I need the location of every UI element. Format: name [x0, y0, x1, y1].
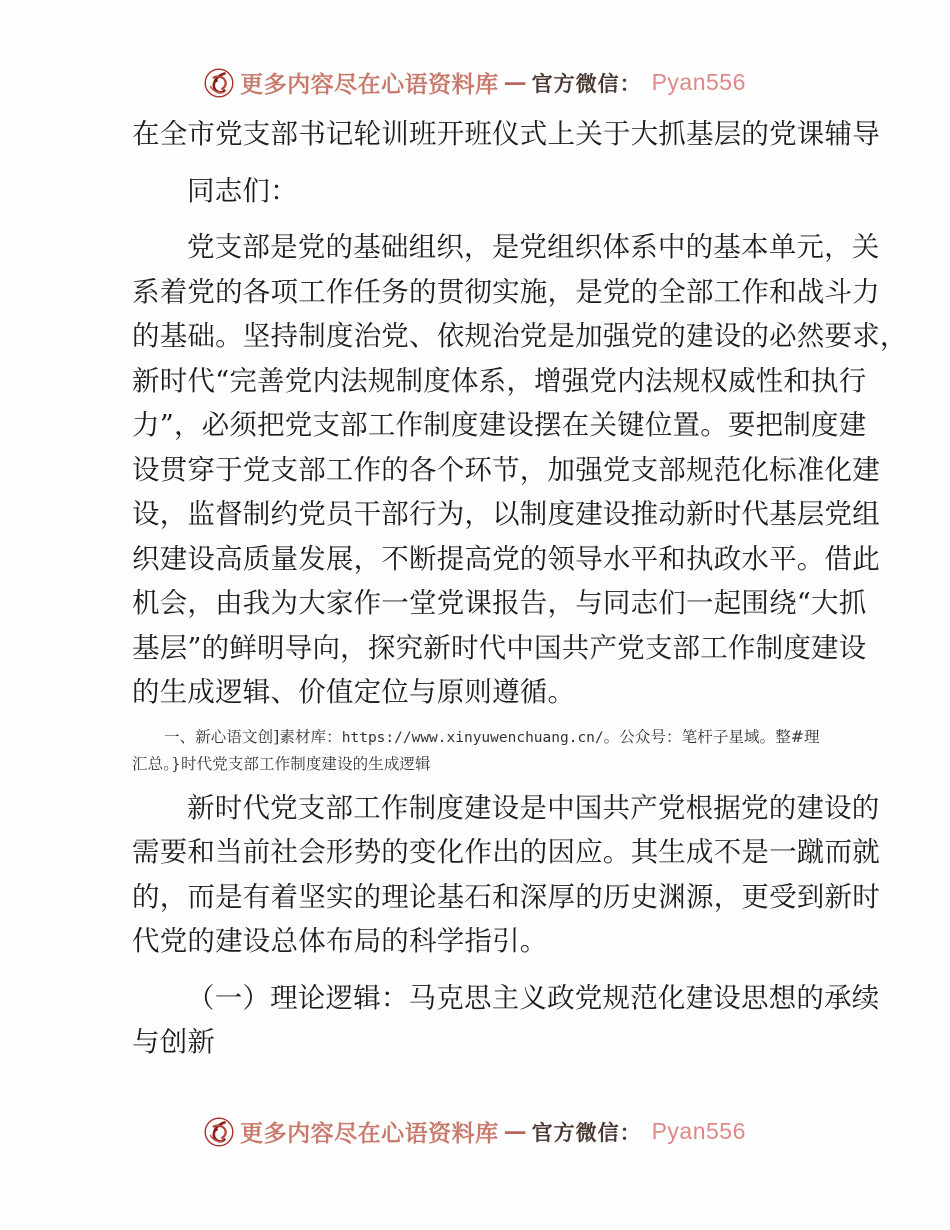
salutation-line: 同志们：: [187, 174, 298, 207]
paragraph-line: 织建设高质量发展，不断提高党的领导水平和执政水平。借此: [132, 542, 880, 575]
watermark-banner-top: [0, 66, 950, 99]
note-url: https://www.xinyuwenchuang.cn/: [341, 729, 604, 746]
paragraph-line: 的生成逻辑、价值定位与原则遵循。: [132, 676, 576, 708]
paragraph-line: 设贯穿于党支部工作的各个环节，加强党支部规范化标准化建: [132, 453, 880, 486]
paragraph-line: 党支部是党的基础组织，是党组织体系中的基本单元，关: [187, 231, 880, 263]
title-line: 在全市党支部书记轮训班开班仪式上关于大抓基层的党课辅导: [132, 118, 880, 150]
inserted-watermark-note: [132, 724, 822, 777]
watermark-account-id: Pyan556: [651, 69, 746, 95]
paragraph-line: 新时代“完善党内法规制度体系，增强党内法规权威性和执行: [132, 364, 867, 397]
document-body: [132, 112, 908, 1065]
spacer: [132, 157, 822, 169]
heading-section-1: [132, 976, 880, 1065]
note-suffix: 时代党支部工作制度建设的生成逻辑: [181, 754, 431, 773]
heading-line: 与创新: [132, 1026, 216, 1058]
heading-line: （一）理论逻辑：马克思主义政党规范化建设思想的承续: [187, 981, 880, 1014]
watermark-dash: —: [503, 69, 527, 96]
note-middle: 。公众号：笔杆子星域。整#理汇总。}: [132, 727, 820, 773]
spacer: [132, 777, 822, 786]
paragraph-line: 的基础。坚持制度治党、依规治党是加强党的建设的必然要求，: [132, 320, 908, 352]
spacer: [132, 715, 822, 724]
salutation: [132, 169, 822, 214]
circular-brush-logo-icon: [204, 1117, 234, 1147]
paragraph-line: 设，监督制约党员干部行为，以制度建设推动新时代基层党组: [132, 498, 880, 530]
paragraph-line: 需要和当前社会形势的变化作出的因应。其生成不是一蹴而就: [132, 836, 880, 868]
watermark-cn-text: 更多内容尽在心语资料库: [240, 1120, 499, 1147]
paragraph-line: 基层”的鲜明导向，探究新时代中国共产党支部工作制度建设: [132, 631, 867, 664]
watermark-dash: —: [503, 1118, 527, 1145]
paragraph-line: 代党的建设总体布局的科学指引。: [132, 925, 548, 957]
paragraph-2: [132, 786, 880, 964]
watermark-cn-text: 更多内容尽在心语资料库: [240, 71, 499, 98]
watermark-banner-bottom: [0, 1115, 950, 1148]
spacer: [132, 964, 822, 976]
document-title: [132, 112, 880, 157]
note-prefix: 一、新心语文创]素材库：: [164, 727, 342, 746]
watermark-wechat-label: 官方微信：: [531, 70, 642, 96]
watermark-wechat-label: 官方微信：: [531, 1119, 642, 1145]
paragraph-line: 的，而是有着坚实的理论基石和深厚的历史渊源，更受到新时: [132, 880, 880, 913]
watermark-account-id: Pyan556: [651, 1118, 746, 1144]
paragraph-line: 新时代党支部工作制度建设是中国共产党根据党的建设的: [187, 791, 880, 824]
paragraph-1: [132, 225, 908, 715]
circular-brush-logo-icon: [204, 68, 234, 98]
spacer: [132, 213, 822, 225]
paragraph-line: 机会，由我为大家作一堂党课报告，与同志们一起围绕“大抓: [132, 587, 867, 619]
paragraph-line: 力”，必须把党支部工作制度建设摆在关键位置。要把制度建: [132, 409, 867, 441]
paragraph-line: 系着党的各项工作任务的贯彻实施，是党的全部工作和战斗力: [132, 275, 880, 308]
